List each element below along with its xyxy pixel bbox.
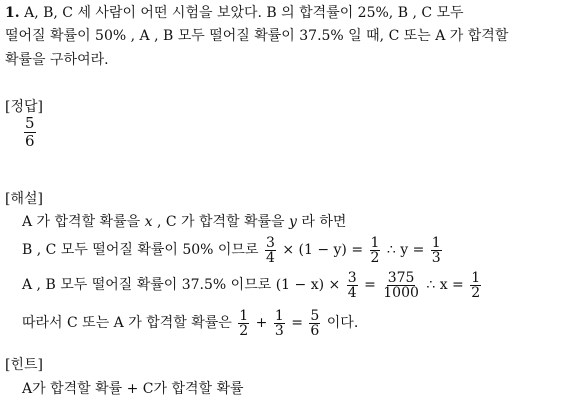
solution-line-1-text-a: A 가 합격할 확률을	[22, 214, 145, 230]
answer-denominator: 6	[25, 132, 35, 150]
fraction-numerator: 1	[471, 269, 481, 286]
fraction-one-third	[431, 236, 442, 265]
answer-fraction	[24, 115, 36, 150]
solution-line-4	[22, 306, 358, 340]
question-line-3: 확률을 구하여라.	[5, 52, 109, 68]
fraction-numerator: 5	[310, 307, 320, 324]
fraction-numerator: 375	[387, 269, 415, 286]
fraction-375-over-1000	[382, 271, 420, 300]
variable-y: y	[289, 214, 297, 230]
solution-line-2-expression: × (1 − y) =	[282, 242, 364, 258]
fraction-numerator: 1	[431, 234, 441, 251]
solution-line-3	[22, 268, 483, 302]
fraction-denominator: 2	[239, 322, 249, 339]
solution-line-1	[22, 213, 346, 231]
fraction-numerator: 3	[265, 234, 275, 251]
question-line-2: 떨어질 확률이 50% , A , B 모두 떨어질 확률이 37.5% 일 때, C 또는 A 가 합격할	[5, 28, 509, 44]
equals-sign: =	[291, 315, 303, 331]
solution-line-2	[22, 233, 444, 267]
fraction-numerator: 1	[239, 307, 249, 324]
fraction-denominator: 2	[370, 249, 380, 266]
fraction-one-half	[470, 271, 481, 300]
solution-line-1-text-b: , C 가 합격할 확률을	[152, 214, 290, 230]
hint-text: A가 합격할 확률 + C가 합격할 확률	[22, 381, 244, 397]
fraction-denominator: 1000	[383, 284, 419, 301]
fraction-denominator: 2	[471, 284, 481, 301]
solution-line-3-text: A , B 모두 떨어질 확률이 37.5% 이므로 (1 − x) ×	[22, 277, 341, 293]
fraction-denominator: 4	[265, 249, 275, 266]
hint-label: [힌트]	[5, 357, 43, 373]
fraction-numerator: 1	[274, 307, 284, 324]
question-number: 1.	[5, 5, 20, 21]
fraction-denominator: 3	[274, 322, 284, 339]
solution-line-4-end: 이다.	[326, 315, 359, 331]
solution-line-4-text: 따라서 C 또는 A 가 합격할 확률은	[22, 315, 232, 331]
fraction-three-quarters	[265, 236, 276, 265]
therefore-x: ∴ x =	[426, 277, 464, 293]
therefore-y: ∴ y =	[386, 242, 425, 258]
solution-line-2-text: B , C 모두 떨어질 확률이 50% 이므로	[22, 242, 259, 258]
fraction-one-half	[370, 236, 381, 265]
fraction-one-third	[274, 309, 285, 338]
solution-line-1-text-c: 라 하면	[296, 214, 347, 230]
fraction-three-quarters	[347, 271, 358, 300]
variable-x: x	[144, 214, 153, 230]
fraction-numerator: 1	[370, 234, 380, 251]
question-text-1: A, B, C 세 사람이 어떤 시험을 보았다. B 의 합격률이 25%, B , C 모두	[24, 5, 464, 21]
question-line-1	[5, 4, 464, 22]
answer-label: [정답]	[5, 99, 43, 115]
fraction-five-sixths	[309, 309, 320, 338]
fraction-denominator: 6	[310, 322, 320, 339]
equals-sign: =	[364, 277, 376, 293]
fraction-denominator: 4	[347, 284, 357, 301]
solution-label: [해설]	[5, 191, 43, 207]
fraction-one-half	[238, 309, 249, 338]
fraction-denominator: 3	[431, 249, 441, 266]
plus-sign: +	[255, 315, 268, 331]
answer-numerator: 5	[25, 114, 35, 132]
fraction-numerator: 3	[347, 269, 357, 286]
